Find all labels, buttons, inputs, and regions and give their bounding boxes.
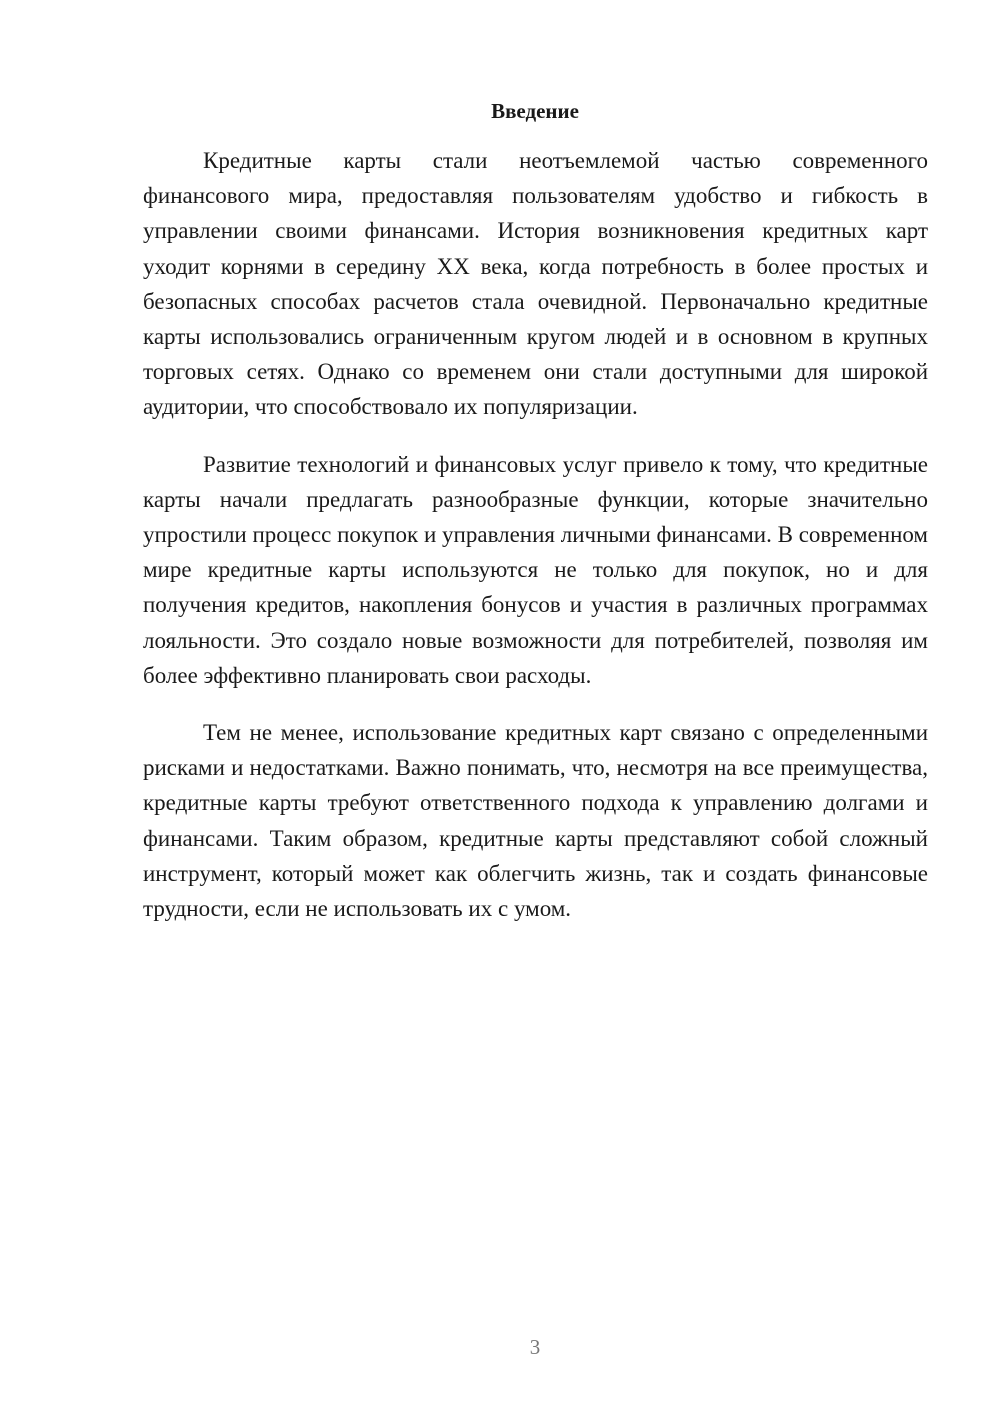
- body-text: [143, 143, 928, 926]
- paragraph: Тем не менее, использование кредитных карт связано с определенными рисками и недостатками. Важно понимать, что, несмотря на все преимущества, кредитные карты требуют ответственного подхода к управлению долгами и финансами. Таким образом, кредитные карты представляют собой сложный инструмент, который может как облегчить жизнь, так и создать финансовые трудности, если не использовать их с умом.: [143, 720, 928, 922]
- paragraph: Развитие технологий и финансовых услуг привело к тому, что кредитные карты начали предлагать разнообразные функции, которые значительно упростили процесс покупок и управления личными финансами. В современном мире кредитные карты используются не только для покупок, но и для получения кредитов, накопления бонусов и участия в различных программах лояльности. Это создало новые возможности для потребителей, позволяя им более эффективно планировать свои расходы.: [143, 451, 928, 688]
- paragraph: Кредитные карты стали неотъемлемой частью современного финансового мира, предоставляя пользователям удобство и гибкость в управлении своими финансами. История возникновения кредитных карт уходит корнями в середину XX века, когда потребность в более простых и безопасных способах расчетов стала очевидной. Первоначально кредитные карты использовались ограниченным кругом людей и в основном в крупных торговых сетях. Однако со временем они стали доступными для широкой аудитории, что способствовало их популяризации.: [143, 148, 928, 420]
- section-title: Введение: [491, 99, 579, 123]
- page-number: 3: [529, 1335, 541, 1359]
